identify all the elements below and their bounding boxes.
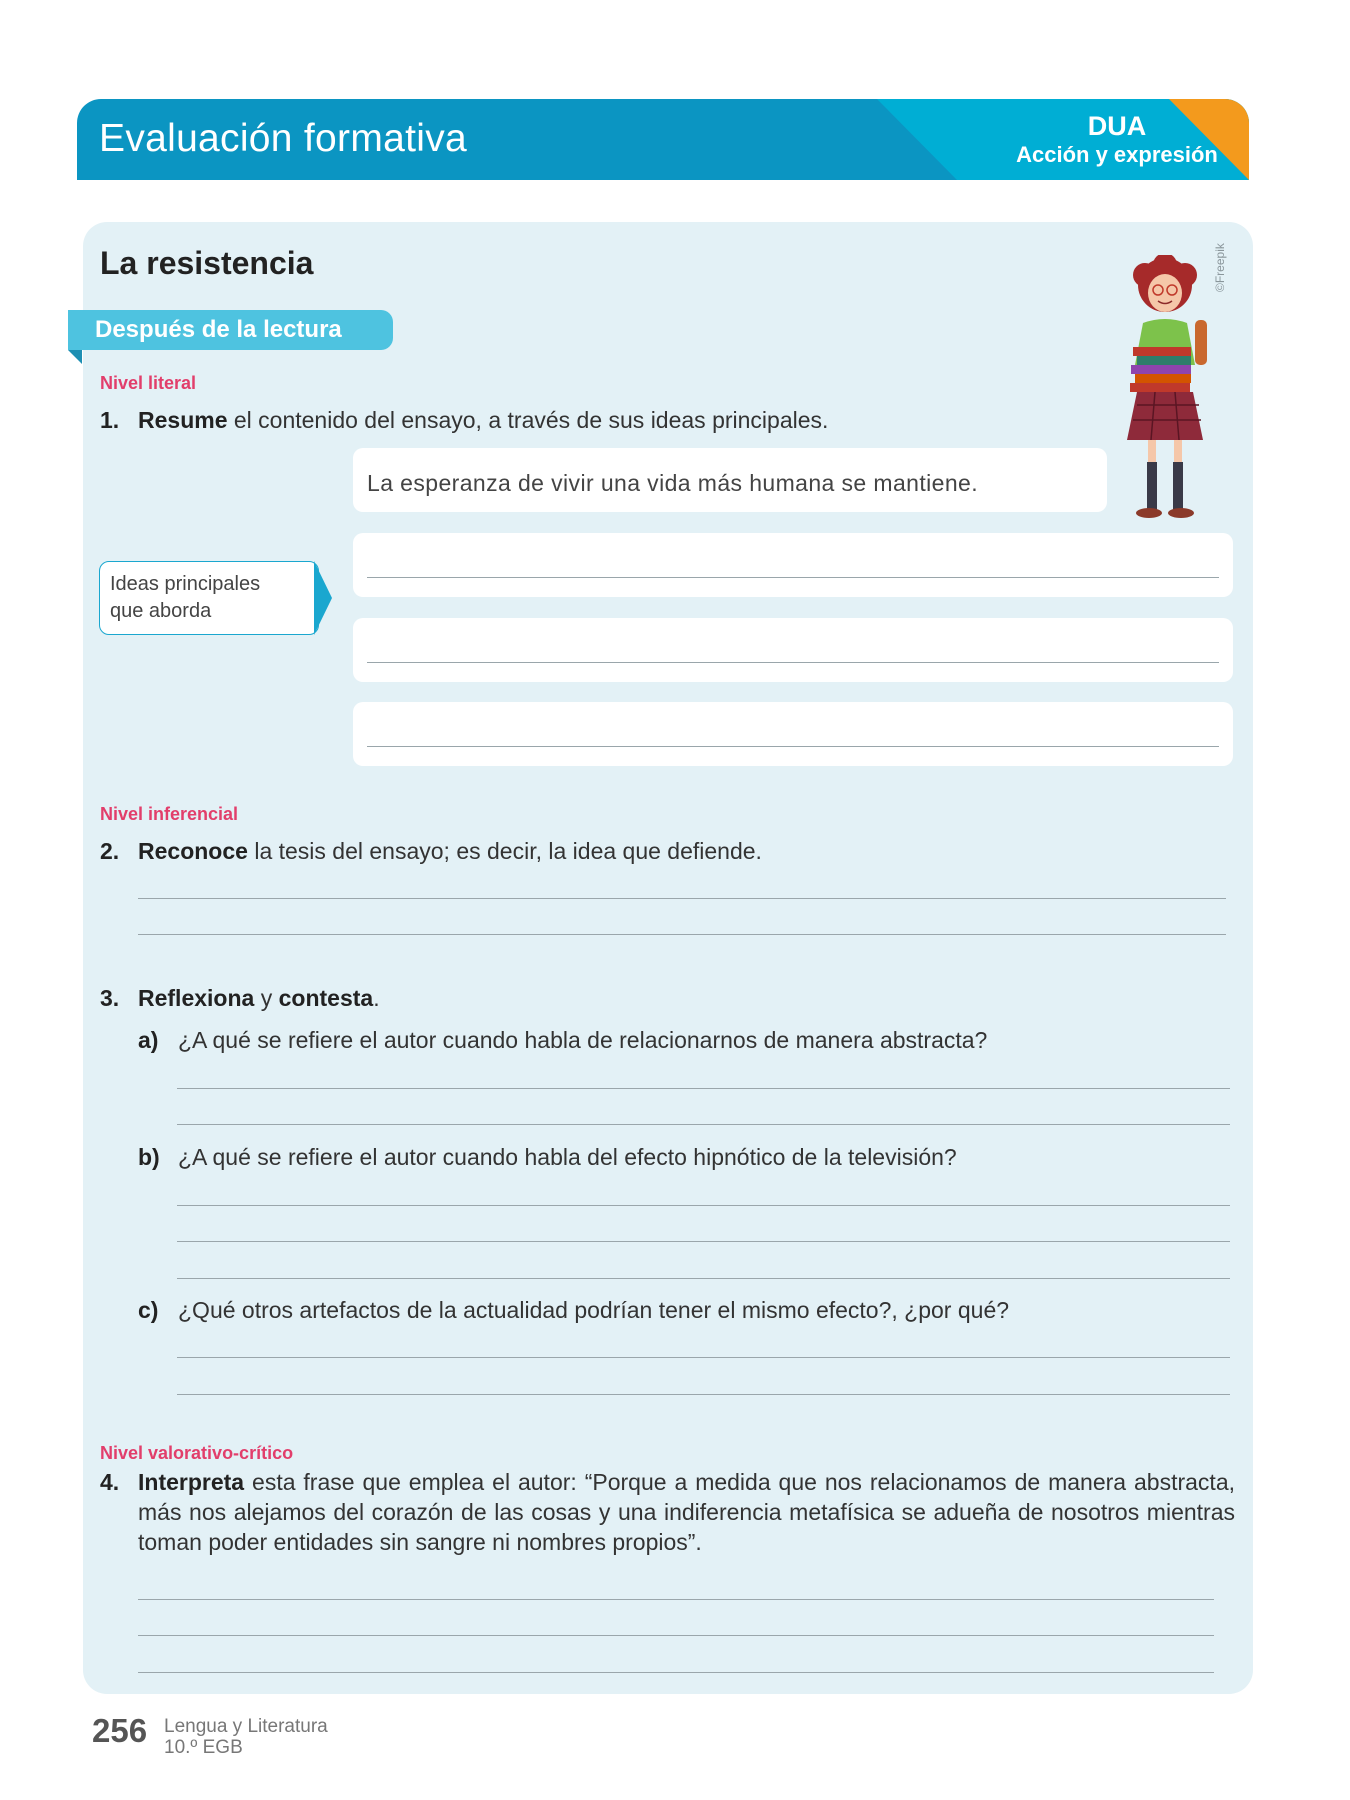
ideas-label-line-1: Ideas principales (110, 573, 261, 595)
answer-line[interactable] (177, 1357, 1230, 1358)
question-3a (138, 1027, 987, 1054)
question-3 (100, 983, 380, 1013)
q2-verb: Reconoce (138, 838, 248, 864)
answer-line[interactable] (177, 1241, 1230, 1242)
answer-line[interactable] (138, 1672, 1214, 1673)
q1-verb: Resume (138, 407, 228, 433)
answer-line[interactable] (177, 1394, 1230, 1395)
student-illustration (1115, 255, 1215, 555)
answer-line[interactable] (138, 934, 1226, 935)
q1-text: el contenido del ensayo, a través de sus ideas principales. (227, 407, 829, 433)
q3c-label: c) (138, 1297, 159, 1323)
girl-sock-right (1173, 462, 1183, 510)
q3a-text: ¿A qué se refiere el autor cuando habla de relacionarnos de manera abstracta? (178, 1027, 988, 1053)
answer-line[interactable] (177, 1088, 1230, 1089)
answer-line[interactable] (138, 1599, 1214, 1600)
q3-number: 3. (100, 985, 120, 1011)
answer-line (367, 577, 1219, 578)
q3-verb-2: contesta (278, 985, 374, 1011)
answer-line[interactable] (177, 1278, 1230, 1279)
girl-shoe-right (1168, 508, 1194, 518)
level-valorativo: Nivel valorativo-crítico (100, 1443, 294, 1463)
ideas-label-line-2: que aborda (110, 600, 212, 622)
girl-skirt (1127, 392, 1203, 440)
answer-box-4[interactable] (353, 702, 1233, 766)
q2-number: 2. (100, 838, 120, 864)
girl-leg-right (1174, 440, 1182, 462)
q2-text: la tesis del ensayo; es decir, la idea que defiende. (247, 838, 762, 864)
answer-line (367, 662, 1219, 663)
girl-shoe-left (1136, 508, 1162, 518)
question-1 (100, 405, 828, 435)
answer-line[interactable] (138, 898, 1226, 899)
answer-line[interactable] (177, 1205, 1230, 1206)
q3b-text: ¿A qué se refiere el autor cuando habla del efecto hipnótico de la televisión? (178, 1144, 957, 1170)
book-stack (1130, 347, 1191, 392)
ideas-label-box (99, 561, 319, 635)
section-title: La resistencia (100, 245, 314, 281)
page-number: 256 (92, 1712, 148, 1749)
answer-line[interactable] (138, 1635, 1214, 1636)
page-title: Evaluación formativa (99, 117, 468, 160)
dua-title: DUA (1087, 111, 1147, 141)
q3a-label: a) (138, 1027, 159, 1053)
girl-backpack (1195, 320, 1207, 365)
level-inferencial: Nivel inferencial (100, 804, 239, 824)
level-literal: Nivel literal (100, 373, 197, 393)
q3-mid: y (254, 985, 279, 1011)
tab-fold (68, 350, 82, 364)
footer-grade: 10.º EGB (164, 1737, 243, 1758)
answer-box-1-text: La esperanza de vivir una vida más humana se mantiene. (367, 470, 978, 496)
answer-box-2[interactable] (353, 533, 1233, 597)
header-banner (77, 99, 1249, 180)
girl-sock-left (1147, 462, 1157, 510)
q1-number: 1. (100, 407, 120, 433)
dua-label (1007, 111, 1227, 169)
q3-verb-1: Reflexiona (138, 985, 255, 1011)
q3c-text: ¿Qué otros artefactos de la actualidad podrían tener el mismo efecto?, ¿por qué? (178, 1297, 1010, 1323)
question-4 (100, 1467, 1235, 1557)
answer-line[interactable] (177, 1124, 1230, 1125)
answer-box-3[interactable] (353, 618, 1233, 682)
q4-text: esta frase que emplea el autor: “Porque a medida que nos relacionamos de manera abstracta, más nos alejamos del corazón de las cosas y una indiferencia metafísica se adueña de nosotros mientras toman poder entidades sin sangre ni nombres propios”. (138, 1469, 1235, 1555)
dua-subtitle: Acción y expresión (1016, 142, 1218, 167)
q4-number: 4. (100, 1469, 120, 1495)
answer-line (367, 746, 1219, 747)
section-tab: Después de la lectura (68, 310, 393, 350)
girl-leg-left (1148, 440, 1156, 462)
image-credit: ©Freepik (1213, 243, 1227, 292)
question-3c (138, 1297, 1009, 1324)
q3b-label: b) (138, 1144, 160, 1170)
question-2 (100, 836, 762, 866)
footer-subject: Lengua y Literatura (164, 1716, 328, 1737)
question-3b (138, 1144, 957, 1171)
answer-box-1[interactable] (353, 448, 1107, 512)
q3-end: . (373, 985, 380, 1011)
q4-verb: Interpreta (138, 1469, 245, 1495)
